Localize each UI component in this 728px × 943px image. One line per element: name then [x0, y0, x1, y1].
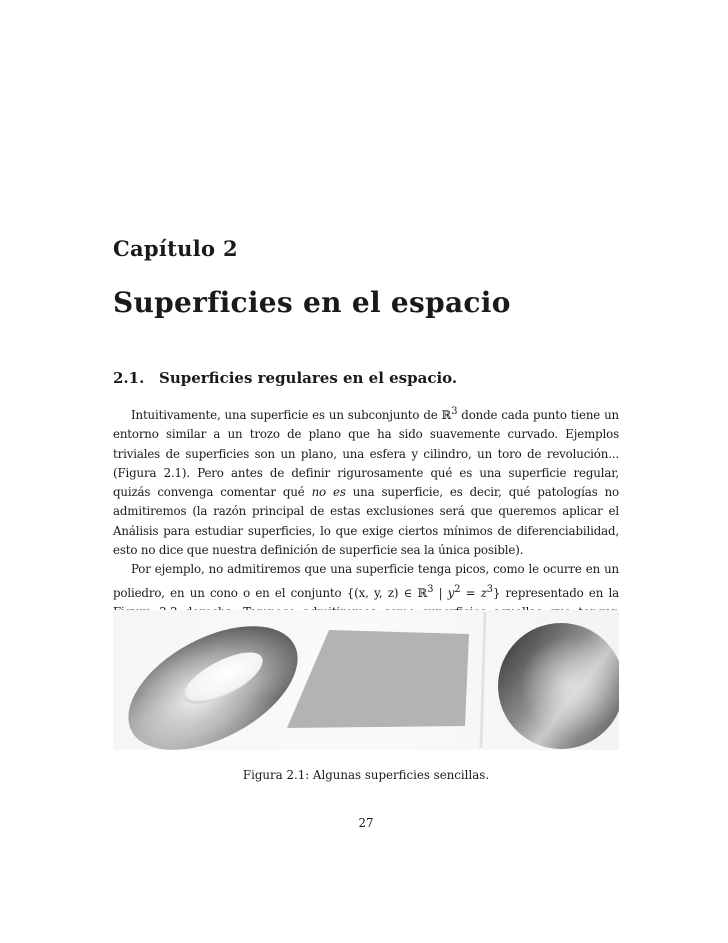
sphere-icon	[498, 623, 619, 749]
paragraph-1	[113, 402, 619, 560]
paragraph-1-part-3: una superficie, es decir, qué patologías no admitiremos (la razón principal de estas exclusiones será que queremos aplicar el Análisis para estudiar superficies, lo que exige ciertos mínimos de diferenciabilidad, esto no dice que nuestra definición de superficie sea la única posible).	[113, 485, 619, 557]
paragraph-1-part-1: Intuitivamente, una superficie es un subconjunto de	[131, 407, 442, 422]
paragraph-2-part-2: representado en la	[505, 585, 619, 600]
r3-base: ℝ	[441, 407, 452, 422]
set-mid: | y	[433, 585, 455, 600]
set-open: {(x, y, z) ∈	[346, 585, 418, 600]
section-title: Superficies regulares en el espacio.	[159, 369, 458, 387]
figure-caption: Figura 2.1: Algunas superficies sencillas.	[242, 768, 490, 782]
figure-2-1	[113, 610, 619, 750]
set-r-exponent: 3	[427, 583, 434, 595]
surfaces-figure	[113, 610, 619, 750]
section-number: 2.1.	[113, 369, 145, 387]
chapter-label: Capítulo 2	[113, 236, 238, 261]
emphasis-no-es: no es	[311, 485, 346, 500]
set-z-exponent: 3	[486, 583, 493, 595]
r3-symbol	[442, 408, 458, 422]
chapter-title: Superficies en el espacio	[113, 286, 511, 319]
body-text	[113, 402, 619, 641]
paragraph-2-part-1: Por ejemplo, no admitiremos que una superficie tenga picos, como le ocurre en un poliedro, en un cono o en el conjunto	[113, 562, 619, 600]
set-y-exponent: 2	[454, 583, 461, 595]
paragraph-1-part-2: donde cada punto tiene un entorno similar a un trozo de plano que ha sido suavemente curvado. Ejemplos triviales de superficies son un plano, una esfera y cilindro, un toro de revolución... (Figura 2.1). Pero antes de definir rigurosamente qué es una superficie regular, quizás convenga comentar qué	[113, 407, 619, 500]
set-eq: = z	[460, 585, 487, 600]
r3-exponent: 3	[451, 406, 458, 417]
page-number: 27	[358, 816, 374, 830]
set-close: }	[492, 585, 501, 600]
set-expression	[346, 583, 501, 600]
section-heading	[113, 369, 457, 387]
set-r: ℝ	[417, 585, 428, 600]
